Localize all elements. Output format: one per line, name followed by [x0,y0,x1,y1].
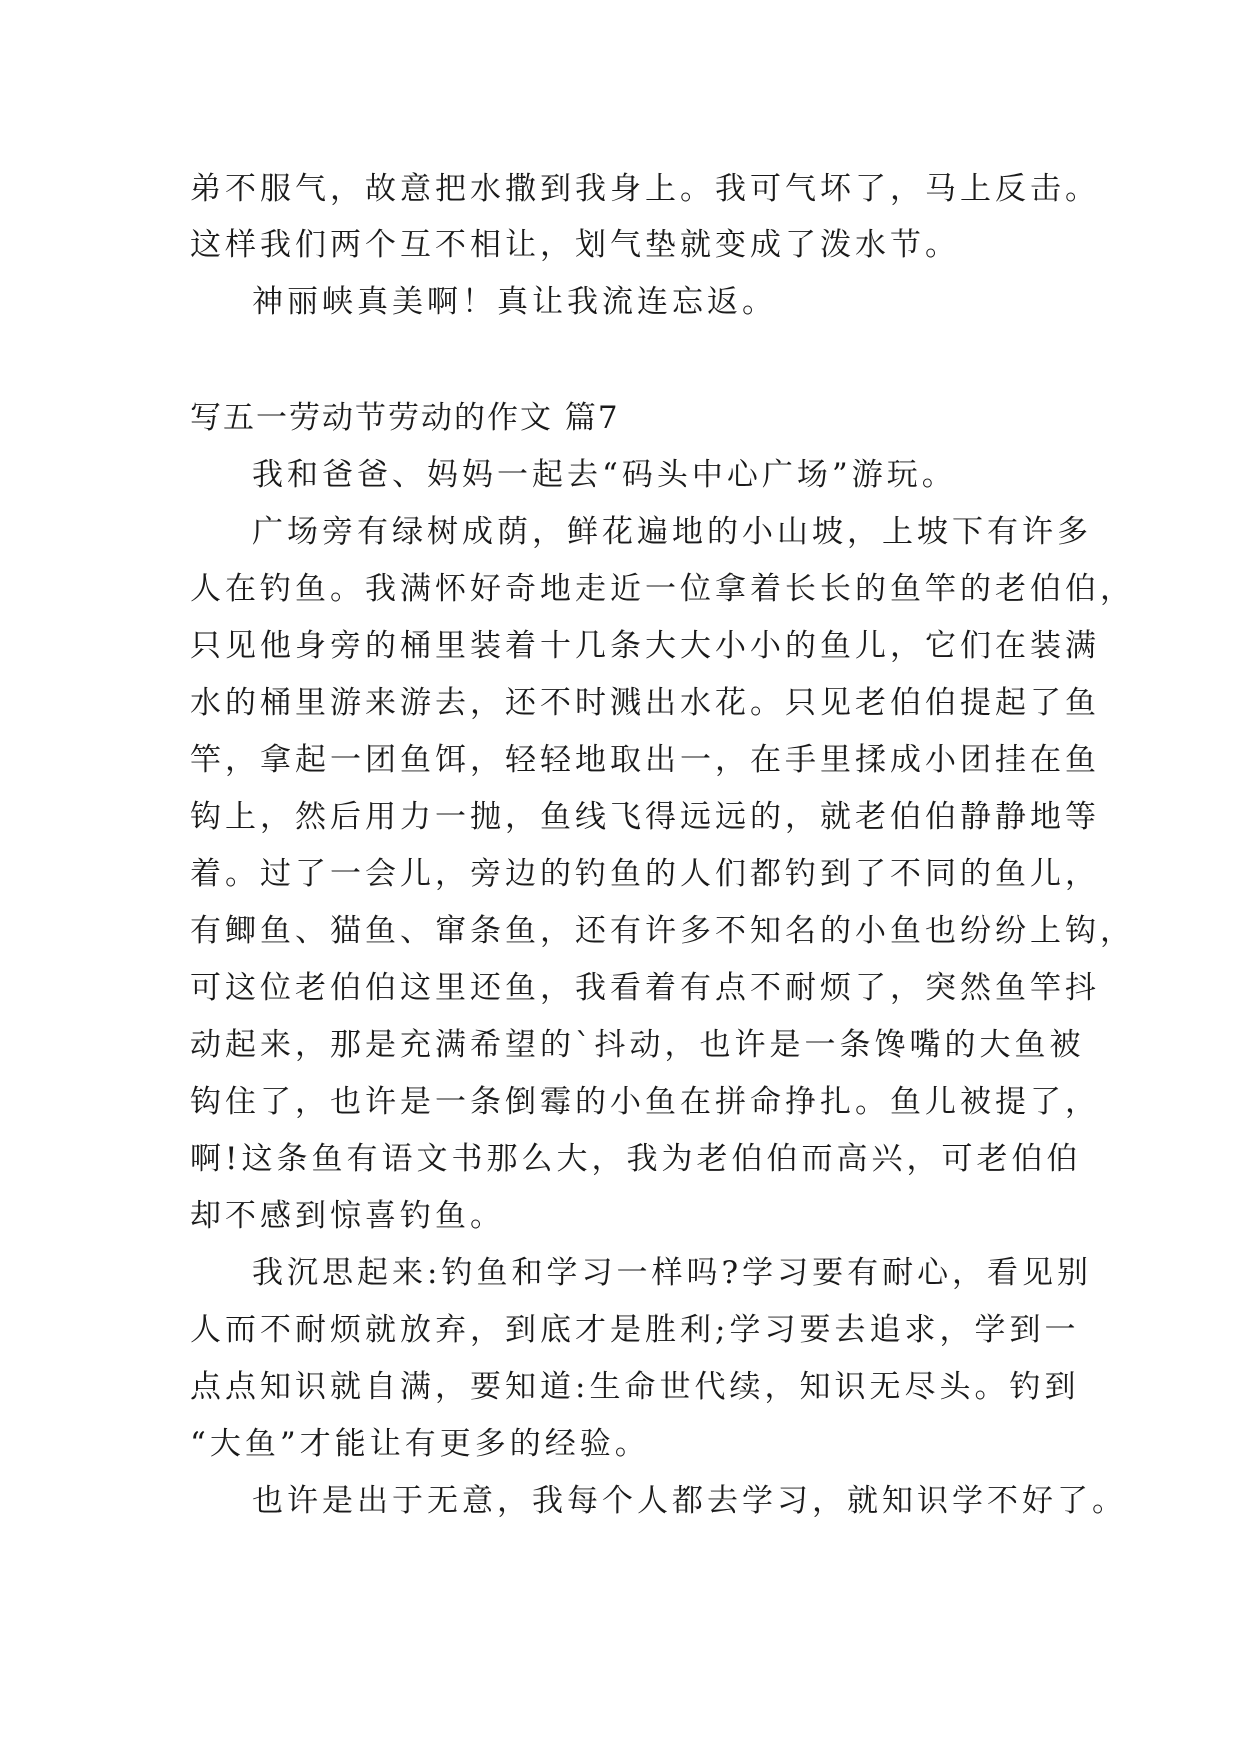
text-line: 钩上，然后用力一抛，鱼线飞得远远的，就老伯伯静静地等 [190,799,1100,835]
text-line: 弟不服气，故意把水撒到我身上。我可气坏了，马上反击。 [190,171,1100,207]
text-line: 有鲫鱼、猫鱼、窜条鱼，还有许多不知名的小鱼也纷纷上钩， [190,913,1135,949]
text-line: 人在钓鱼。我满怀好奇地走近一位拿着长长的鱼竿的老伯伯， [190,571,1135,607]
text-line: 水的桶里游来游去，还不时溅出水花。只见老伯伯提起了鱼 [190,685,1100,721]
text-line: 啊!这条鱼有语文书那么大，我为老伯伯而高兴，可老伯伯 [190,1141,1082,1177]
text-line: 竿，拿起一团鱼饵，轻轻地取出一，在手里揉成小团挂在鱼 [190,742,1100,778]
text-line: 人而不耐烦就放弃，到底才是胜利;学习要去追求，学到一 [190,1312,1080,1348]
paragraph-first-line: 我沉思起来:钓鱼和学习一样吗?学习要有耐心，看见别 [252,1255,1093,1291]
text-line: “大鱼”才能让有更多的经验。 [190,1426,650,1462]
text-line: 着。过了一会儿，旁边的钓鱼的人们都钓到了不同的鱼儿， [190,856,1100,892]
paragraph-first-line: 我和爸爸、妈妈一起去“码头中心广场”游玩。 [252,457,957,493]
text-line: 只见他身旁的桶里装着十几条大大小小的鱼儿，它们在装满 [190,628,1100,664]
text-line: 点点知识就自满，要知道:生命世代续，知识无尽头。钓到 [190,1369,1080,1405]
text-line: 可这位老伯伯这里还鱼，我看着有点不耐烦了，突然鱼竿抖 [190,970,1100,1006]
text-line: 这样我们两个互不相让，划气垫就变成了泼水节。 [190,227,960,263]
text-line: 动起来，那是充满希望的`抖动，也许是一条馋嘴的大鱼被 [190,1027,1085,1063]
paragraph-first-line: 也许是出于无意，我每个人都去学习，就知识学不好了。 [252,1483,1127,1519]
text-line: 钩住了，也许是一条倒霉的小鱼在拼命挣扎。鱼儿被提了， [190,1084,1100,1120]
paragraph-first-line: 广场旁有绿树成荫，鲜花遍地的小山坡，上坡下有许多 [252,514,1092,550]
text-line: 却不感到惊喜钓鱼。 [190,1198,505,1234]
paragraph-first-line: 神丽峡真美啊！真让我流连忘返。 [252,284,777,320]
section-heading: 写五一劳动节劳动的作文 篇7 [190,400,620,436]
